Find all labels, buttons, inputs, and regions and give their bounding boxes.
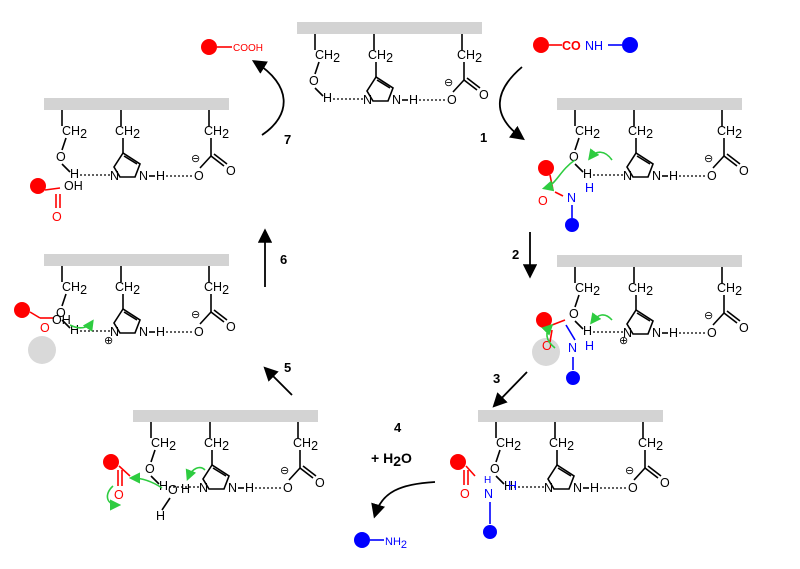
svg-text:NH: NH xyxy=(585,39,604,53)
step-1-arrow xyxy=(500,67,522,138)
svg-text:O: O xyxy=(52,210,62,224)
step-3-label: 3 xyxy=(493,371,501,386)
svg-text:OH: OH xyxy=(52,313,71,327)
michaelis-complex-triad xyxy=(557,98,749,183)
catalytic-cycle-diagram: CH2 O H CH2 N N H CH2 O ⊖ O CO NH COOH 1 7 O N H 2 O N H ⊕ 3 O N H H 4 + H2O NH2 O O H H 5 O OH ⊕ 6 O OH xyxy=(0,0,800,569)
acyl-enzyme-triad xyxy=(478,410,670,495)
svg-text:O: O xyxy=(40,321,50,335)
enzyme-product-triad xyxy=(44,98,236,183)
step-4-arrow xyxy=(375,482,435,515)
svg-text:⊕: ⊕ xyxy=(619,335,629,347)
free-enzyme-triad xyxy=(297,22,489,107)
svg-text:N: N xyxy=(568,341,578,355)
svg-text:H: H xyxy=(484,475,492,486)
svg-text:N: N xyxy=(484,487,494,501)
svg-text:O: O xyxy=(542,339,552,353)
step-7-arrow xyxy=(255,62,284,135)
svg-text:COOH: COOH xyxy=(233,43,263,54)
step-6-label: 6 xyxy=(280,252,288,267)
svg-text:H: H xyxy=(585,339,595,353)
svg-text:⊕: ⊕ xyxy=(104,335,114,347)
water-label: + H2O xyxy=(371,450,412,469)
substrate-amide xyxy=(533,37,638,53)
step-4-label: 4 xyxy=(394,420,402,435)
step-5-label: 5 xyxy=(284,360,292,375)
svg-text:NH2: NH2 xyxy=(385,536,408,551)
amine-product xyxy=(354,532,407,551)
svg-text:H: H xyxy=(181,482,191,496)
svg-text:O: O xyxy=(114,488,124,502)
svg-text:CO: CO xyxy=(562,39,581,53)
acyl-enzyme-and-amine xyxy=(450,454,517,539)
step-2-label: 2 xyxy=(512,247,520,262)
svg-text:OH: OH xyxy=(64,179,83,193)
svg-text:H: H xyxy=(156,509,166,523)
svg-text:O: O xyxy=(460,487,470,501)
tetrahedral-intermediate-1-triad xyxy=(557,255,749,340)
svg-text:H: H xyxy=(585,181,595,195)
svg-text:O: O xyxy=(538,194,548,208)
step-1-label: 1 xyxy=(480,130,488,145)
step-7-label: 7 xyxy=(284,132,292,147)
released-acid xyxy=(30,178,83,224)
svg-text:H: H xyxy=(508,479,518,493)
acid-product xyxy=(201,39,263,55)
svg-text:N: N xyxy=(567,191,577,205)
deacylation-triad xyxy=(133,410,325,495)
tetrahedral-intermediate-1 xyxy=(532,312,628,385)
svg-text:O: O xyxy=(168,483,178,497)
